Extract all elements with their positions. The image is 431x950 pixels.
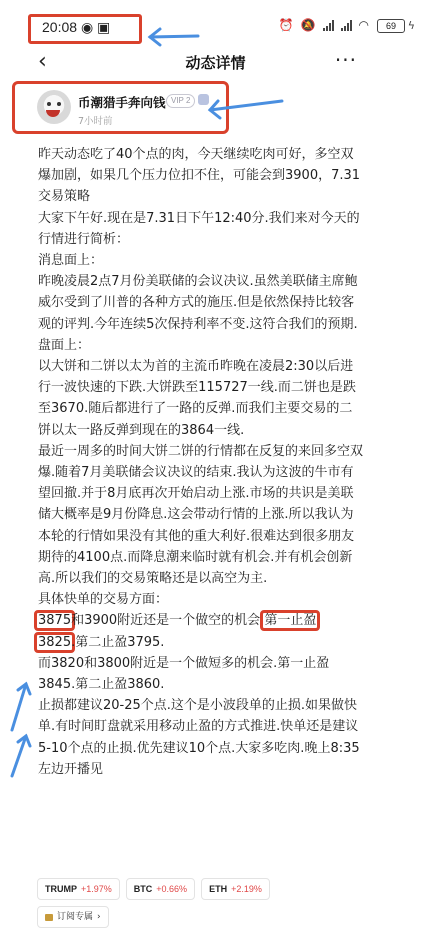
- post-paragraph: 消息面上：: [38, 253, 104, 269]
- arrow-to-3825: [12, 736, 26, 776]
- post-time: 7小时前: [78, 116, 113, 127]
- alarm-icon: ⏰: [278, 18, 294, 32]
- arrow-to-3875-head: [18, 684, 30, 694]
- crown-icon: [45, 914, 53, 921]
- nav-bar: [0, 48, 431, 78]
- post-paragraph: 最近一周多的时间大饼二饼的行情都在反复的来回多空双爆.随着7月美联储会议决议的结束.我认为这波的牛市有望回撤.并于8月底再次开始启动上涨.市场的共识是美联储大概率是9月份降息.这会带动行情的上涨.所以我认为本轮的行情如果没有其他的重大利好.很难达到很多朋友期待的4100点.而降息潮来临时就有机会.并有机会创新高.所以我们的交易策略还是以高空为主.: [38, 443, 364, 587]
- avatar-mouth: [46, 110, 60, 117]
- coin-symbol: ETH: [209, 884, 228, 894]
- charging-icon: ϟ: [407, 19, 415, 32]
- post-paragraph: 昨晚凌晨2点7月份美联储的会议决议.虽然美联储主席鲍威尔受到了川普的各种方式的施压.但是依然保持比较客观的评判.今年连续5次保持利率不变.这符合我们的预期.: [38, 274, 358, 332]
- signal-icon-2: [341, 20, 352, 31]
- coin-symbol: BTC: [133, 884, 153, 894]
- post-paragraph: 大家下午好.现在是7.31日下午12:40分.我们来对今天的行情进行简析：: [38, 210, 360, 247]
- more-icon[interactable]: ···: [334, 48, 357, 72]
- post-paragraph: 盘面上：: [38, 337, 91, 353]
- post-paragraph: [38, 610, 363, 631]
- post-body: [38, 144, 363, 780]
- wifi-icon: ◠: [358, 18, 369, 32]
- battery-level: 69: [385, 21, 396, 31]
- author-name[interactable]: 币潮猎手奔向钱: [78, 95, 166, 110]
- status-icons: [279, 18, 369, 32]
- verified-icon: [198, 94, 209, 105]
- page-title: 动态详情: [185, 54, 246, 72]
- post-paragraph: 而3820和3800附近是一个做短多的机会.第一止盈3845.第二止盈3860.: [38, 655, 330, 693]
- nfc-icon: ▣: [97, 19, 111, 35]
- post-text: 和3900附近还是一个做空的机会.: [71, 613, 265, 629]
- vip-badge: VIP 2: [166, 94, 195, 108]
- coin-tag-trump[interactable]: [37, 878, 120, 900]
- coin-tag-btc[interactable]: [126, 878, 195, 900]
- coin-change: +2.19%: [231, 884, 262, 894]
- subscribe-button[interactable]: [37, 906, 109, 928]
- avatar-eye: [47, 102, 51, 106]
- coin-change: +1.97%: [81, 884, 112, 894]
- coin-tags: [37, 878, 270, 900]
- post-paragraph: [38, 632, 363, 653]
- status-bar: [0, 0, 431, 52]
- mute-icon: 🔕: [300, 18, 316, 32]
- chevron-right-icon: ›: [97, 912, 101, 922]
- price-3825-highlight: 3825: [34, 632, 75, 653]
- avatar-eye: [57, 102, 61, 106]
- subscribe-label: 订阅专属: [57, 912, 94, 922]
- post-text: .第二止盈3795.: [71, 634, 165, 650]
- coin-symbol: TRUMP: [45, 884, 77, 894]
- coin-change: +0.66%: [156, 884, 188, 894]
- coin-tag-eth[interactable]: [201, 878, 270, 900]
- first-tp-highlight: 第一止盈: [260, 610, 320, 631]
- post-paragraph: 止损都建议20-25个点.这个是小波段单的止损.如果做快单.有时间盯盘就采用移动止盈的方式推进.快单还是建议5-10个点的止损.优先建议10个点.大家多吃肉.晚上8:35左边开播见: [38, 698, 360, 777]
- arrow-to-3825-head: [18, 736, 30, 746]
- battery-icon: [377, 19, 405, 33]
- arrow-to-3875: [12, 684, 26, 730]
- post-paragraph: 昨天动态吃了40个点的肉，今天继续吃肉可好，多空双爆加剧，如果几个压力位扣不住，可能会到3900，7.31交易策略: [38, 147, 361, 205]
- status-time: [42, 19, 110, 36]
- post-paragraph: 以大饼和二饼以太为首的主流币昨晚在凌晨2:30以后进行一波快速的下跌.大饼跌至115727一线.而二饼也是跌至3670.随后都进行了一路的反弹.而我们主要交易的二饼以太一路反弹到现在的3864一线.: [38, 359, 356, 438]
- signal-icon: [323, 20, 334, 31]
- post-paragraph: 具体快单的交易方面：: [38, 592, 169, 608]
- back-icon[interactable]: ‹: [38, 49, 47, 74]
- avatar[interactable]: [37, 90, 71, 124]
- eye-icon: ◉: [80, 19, 94, 35]
- clock-time: 20:08: [42, 19, 78, 35]
- price-3875-highlight: 3875: [34, 610, 75, 631]
